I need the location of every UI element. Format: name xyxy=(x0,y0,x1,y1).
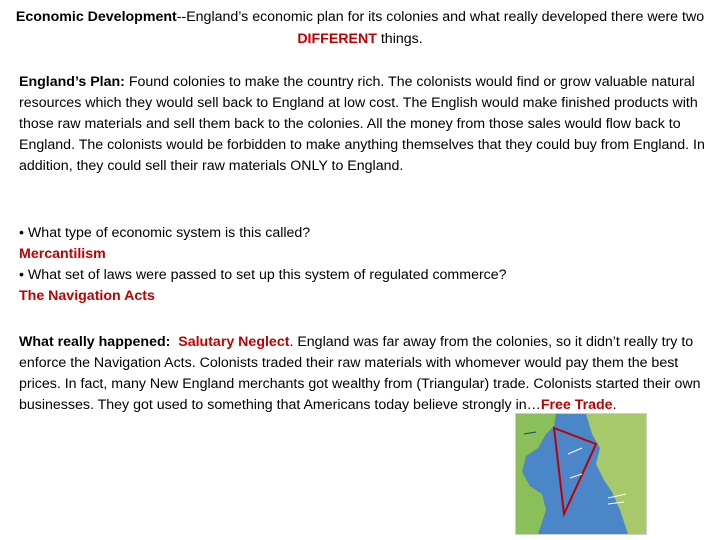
plan-text: Found colonies to make the country rich. The colonists would find or grow valuable natural resources which they would sell back to England at low cost. The English would make finished products with those raw materials and sell them back to the colonies. All the money from those sales would flow back to England. The colonists would be forbidden to make anything themselves that they could buy from England. In addition, they could sell their raw materials ONLY to England. xyxy=(19,74,705,174)
title-bold: Economic Development xyxy=(15,9,177,25)
plan-label: England’s Plan: xyxy=(19,74,125,90)
title-dashes: -- xyxy=(176,9,187,25)
triangular-trade-map xyxy=(515,413,647,535)
free-trade-term: Free Trade xyxy=(540,397,613,413)
questions-block xyxy=(19,223,709,307)
title-emphasis: DIFFERENT xyxy=(297,31,377,47)
question-item xyxy=(19,223,709,244)
bullet: • xyxy=(19,267,24,283)
happened-paragraph xyxy=(19,332,709,416)
question-item xyxy=(19,265,709,286)
happened-text: . England was far away from the colonies, so it didn’t really try to enforce the Navigation Acts. Colonists traded their raw materials with whomever would pay them the best prices. In fact, many New England merchants got wealthy from (Triangular) trade. Colonists started their own businesses. They got used to something that Americans today believe strongly in… xyxy=(19,334,701,413)
question-text: What type of economic system is this called? xyxy=(23,225,311,241)
happened-term: Salutary Neglect xyxy=(178,334,290,350)
answer-text: The Navigation Acts xyxy=(19,288,155,304)
slide-title xyxy=(14,6,706,50)
answer-text: Mercantilism xyxy=(19,246,106,262)
plan-paragraph xyxy=(19,72,709,177)
question-text: What set of laws were passed to set up this system of regulated commerce? xyxy=(23,267,507,283)
happened-label: What really happened: xyxy=(19,334,171,350)
bullet: • xyxy=(19,225,24,241)
happened-end: . xyxy=(612,397,617,413)
map-graphic xyxy=(516,414,646,534)
title-text: England’s economic plan for its colonies and what really developed there were two xyxy=(186,9,705,25)
title-end: things. xyxy=(376,31,423,47)
